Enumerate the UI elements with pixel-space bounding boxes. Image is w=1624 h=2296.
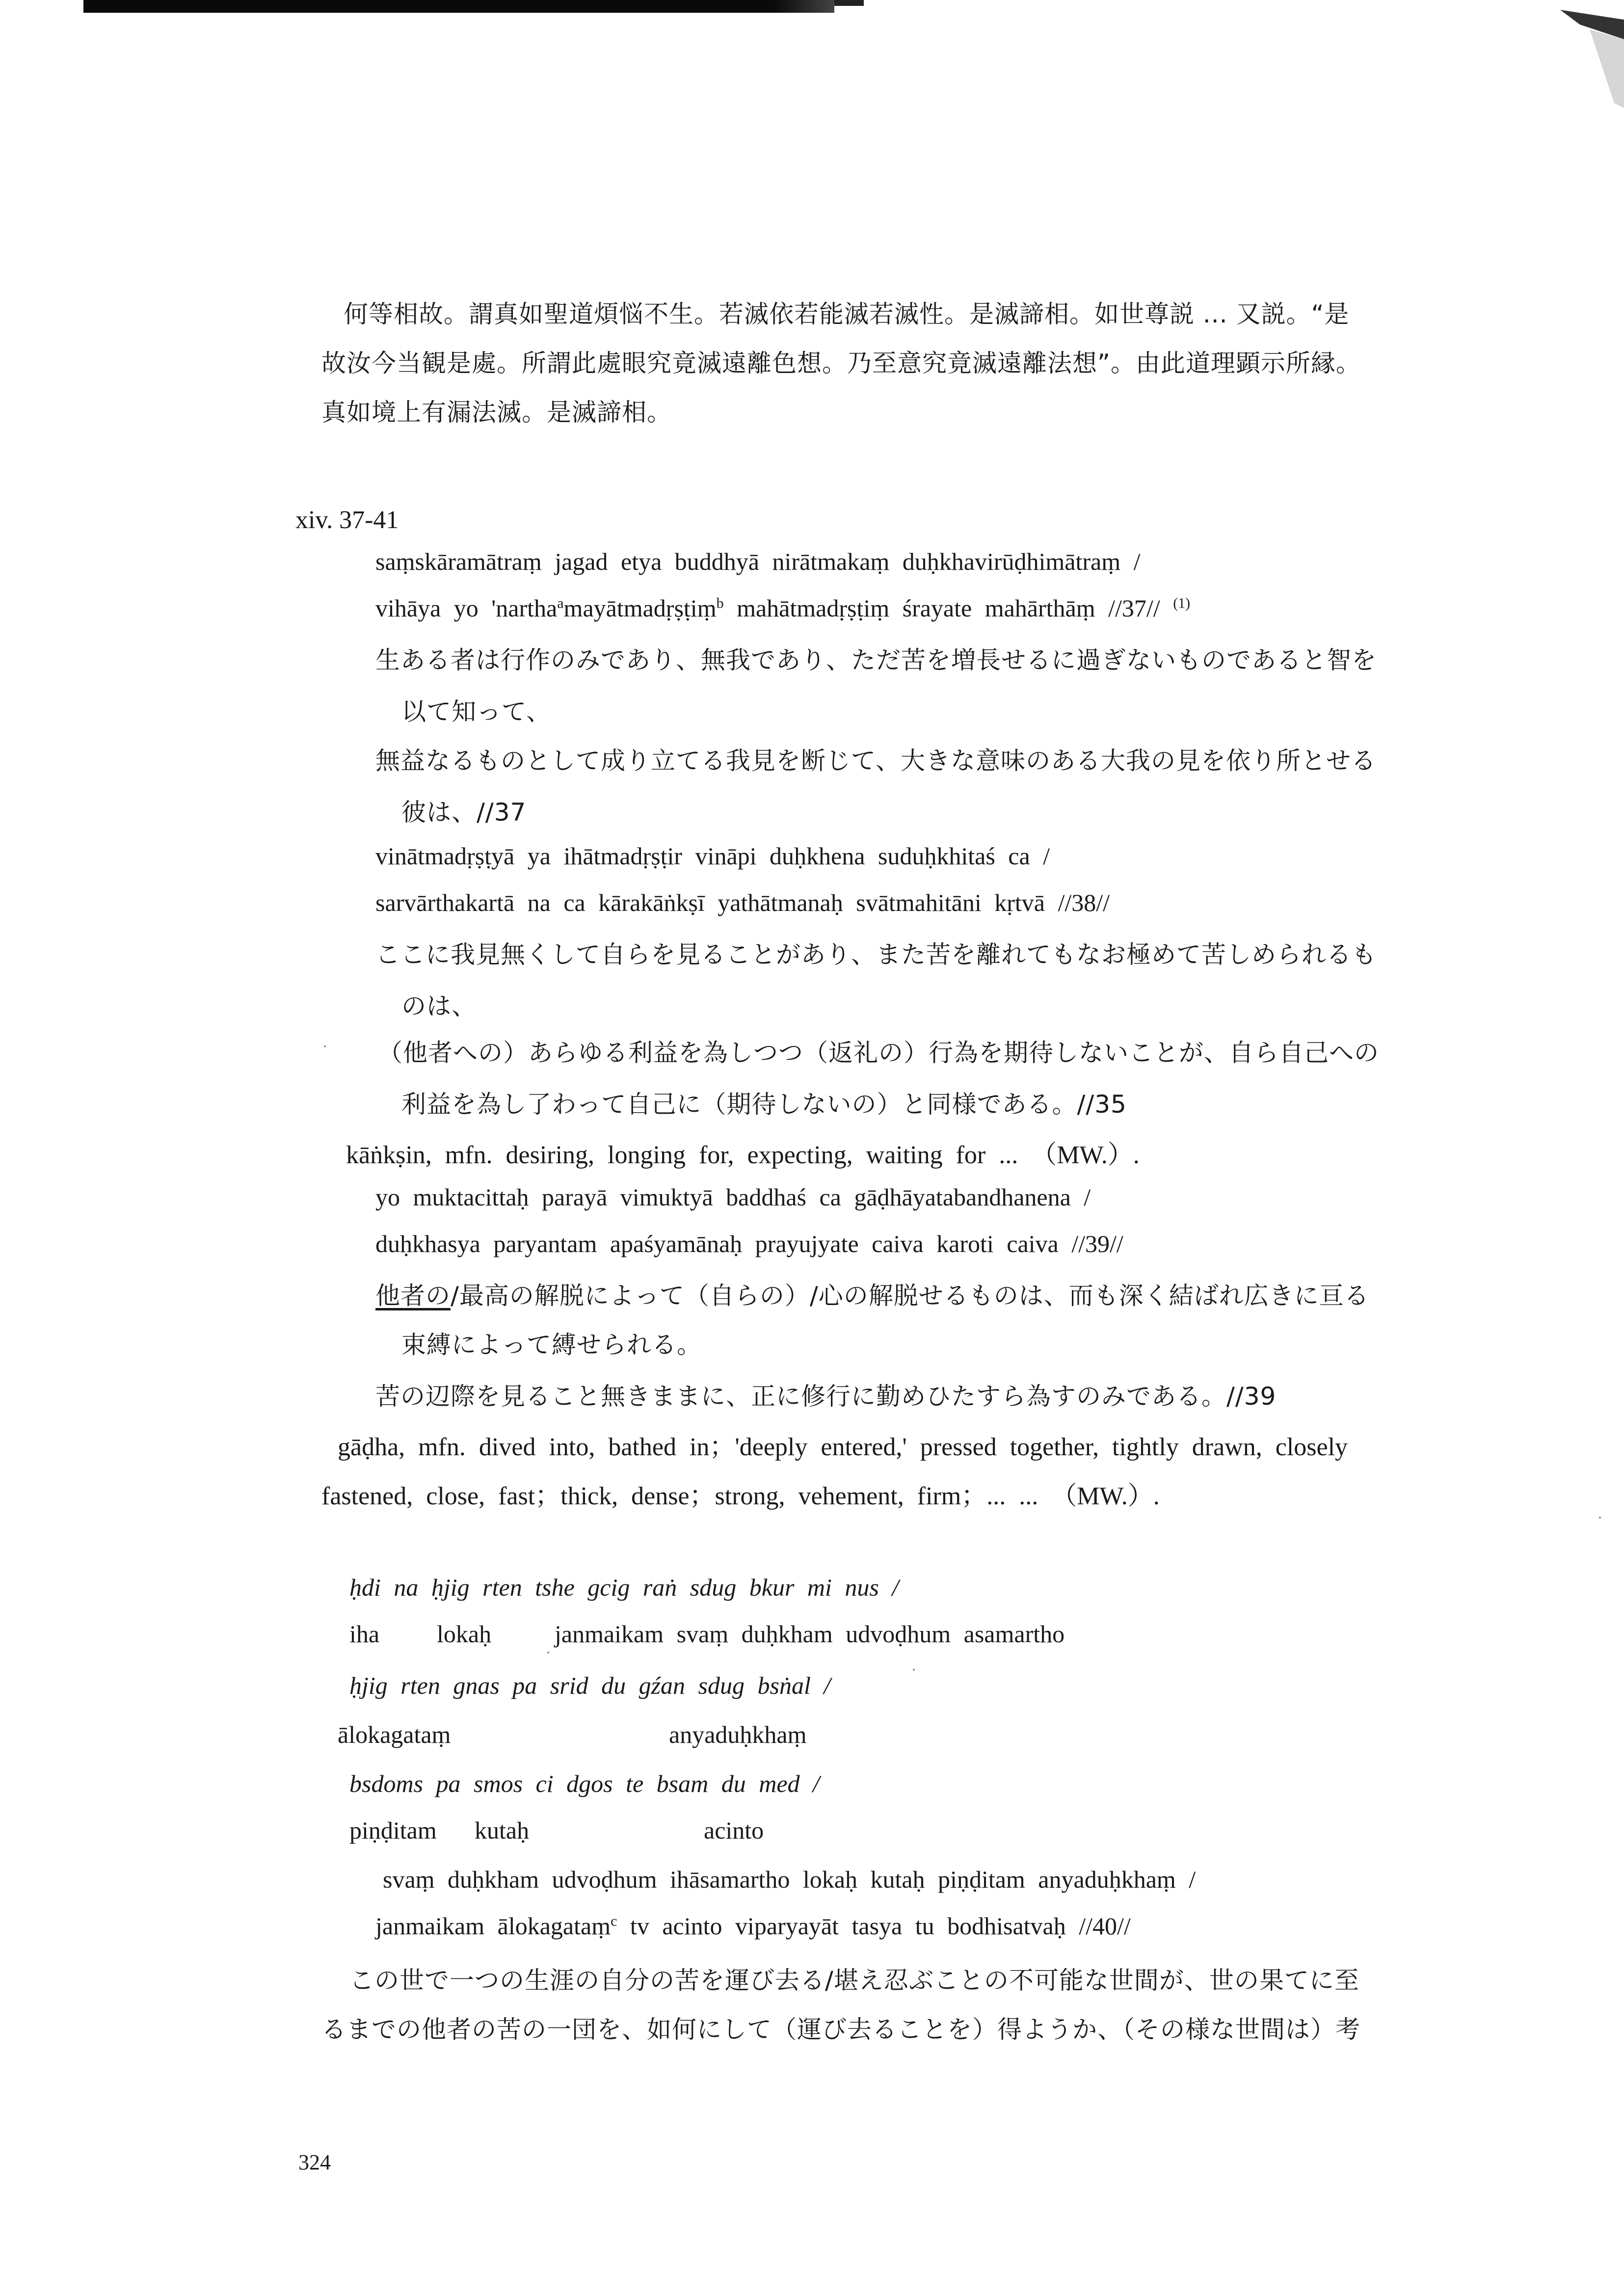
verse-39-translation-1: 他者の/最高の解脱によって（自らの）/心の解脱せるものは、而も深く結ばれ広きに亘る [375,1281,1369,1310]
verse-39-sanskrit-1: yo muktacittaḥ parayā vimuktyā baddhaś ca gāḍhāyatabandhanena / [375,1183,1091,1211]
verse-37-translation-2: 以て知って、 [401,697,551,726]
chinese-line-3: 真如境上有漏法滅。是滅諦相。 [321,398,672,427]
verse-40-sanskrit-1: svaṃ duḥkham udvoḍhum ihāsamartho lokaḥ kutaḥ piṇḍitam anyaduḥkhaṃ / [383,1866,1196,1893]
definition-kanksin: kāṅkṣin, mfn. desiring, longing for, expecting, waiting for ... （MW.）. [346,1141,1140,1169]
footnote-marker-c: c [611,1913,617,1929]
verse-40-sanskrit-2: janmaikam ālokagataṃ$^c$ tv acinto viparyayāt tasya tu bodhisatvaḥ //40// [375,1912,1131,1940]
tibetan-line-2: ḥjig rten gnas pa srid du gźan sdug bsṅal / [349,1672,831,1699]
footnote-marker-a: a [557,595,564,612]
chinese-line-2: 故汝今当観是處。所謂此處眼究竟滅遠離色想。乃至意究竟滅遠離法想”。由此道理顕示所縁。 [321,349,1361,377]
sanskrit-gloss-line-2: ālokagataṃ anyaduḥkhaṃ [338,1721,807,1748]
sanskrit-gloss-line-1: iha lokaḥ janmaikam svaṃ duḥkham udvoḍhum asamartho [349,1620,1065,1648]
footnote-marker-b: b [716,595,724,612]
verse-38-sanskrit-2: sarvārthakartā na ca kārakāṅkṣī yathātmanaḥ svātmahitāni kṛtvā //38// [375,889,1110,916]
sanskrit-gloss-line-3: piṇḍitam kutaḥ acinto [349,1816,764,1844]
tibetan-line-1: ḥdi na ḥjig rten tshe gcig raṅ sdug bkur mi nus / [349,1574,899,1601]
verse-39-translation-2: 束縛によって縛せられる。 [401,1331,702,1359]
underlined-phrase: 他者の [375,1281,451,1310]
verse-37-translation-1: 生ある者は行作のみであり、無我であり、ただ苦を増長せるに過ぎないものであると智を [375,646,1377,674]
verse-38-translation-1: ここに我見無くして自らを見ることがあり、また苦を離れてもなお極めて苦しめられるも [375,940,1377,969]
tibetan-line-3: bsdoms pa smos ci dgos te bsam du med / [349,1770,820,1797]
verse-38-translation-2: のは、 [401,992,477,1020]
definition-gadha-2: fastened, close, fast；thick, dense；strong, vehement, firm；... ... （MW.）. [321,1482,1160,1510]
verse-37-translation-4: 彼は、//37 [401,798,527,827]
section-heading: xiv. 37-41 [295,506,399,534]
verse-37-translation-3: 無益なるものとして成り立てる我見を断じて、大きな意味のある大我の見を依り所とせる [375,747,1376,775]
verse-39-sanskrit-2: duḥkhasya paryantam apaśyamānaḥ prayujyate caiva karoti caiva //39// [375,1230,1123,1257]
verse-37-sanskrit-1: saṃskāramātraṃ jagad etya buddhyā nirātmakaṃ duḥkhavirūḍhimātraṃ / [375,548,1141,575]
verse-40-translation-2: るまでの他者の苦の一団を、如何にして（運び去ることを）得ようか、（その様な世間は）考 [321,2015,1360,2044]
verse-38-sanskrit-1: vinātmadṛṣṭyā ya ihātmadṛṣṭir vināpi duḥkhena suduḥkhitaś ca / [375,842,1050,870]
definition-gadha-1: gāḍha, mfn. dived into, bathed in；'deeply entered,' pressed together, tightly drawn, closely [338,1433,1348,1461]
verse-40-translation-1: この世で一つの生涯の自分の苦を運び去る/堪え忍ぶことの不可能な世間が、世の果てに至 [349,1966,1359,1995]
verse-39-translation-3: 苦の辺際を見ること無きままに、正に修行に勤めひたすら為すのみである。//39 [375,1382,1277,1411]
verse-38-translation-3: （他者への）あらゆる利益を為しつつ（返礼の）行為を期待しないことが、自ら自己への [378,1039,1379,1067]
page-number: 324 [298,2150,331,2174]
chinese-line-1: 何等相故。謂真如聖道煩悩不生。若滅依若能滅若滅性。是滅諦相。如世尊説 ... 又説。“是 [344,300,1350,328]
note-marker-1: (1) [1173,595,1191,612]
verse-38-translation-4: 利益を為し了わって自己に（期待しないの）と同様である。//35 [401,1090,1127,1119]
verse-37-sanskrit-2: vihāya yo 'nartha$^a$mayātmadṛṣṭiṃ$^b$ mahātmadṛṣṭiṃ śrayate mahārthāṃ //37// $^{(1)}$ [375,594,1191,622]
